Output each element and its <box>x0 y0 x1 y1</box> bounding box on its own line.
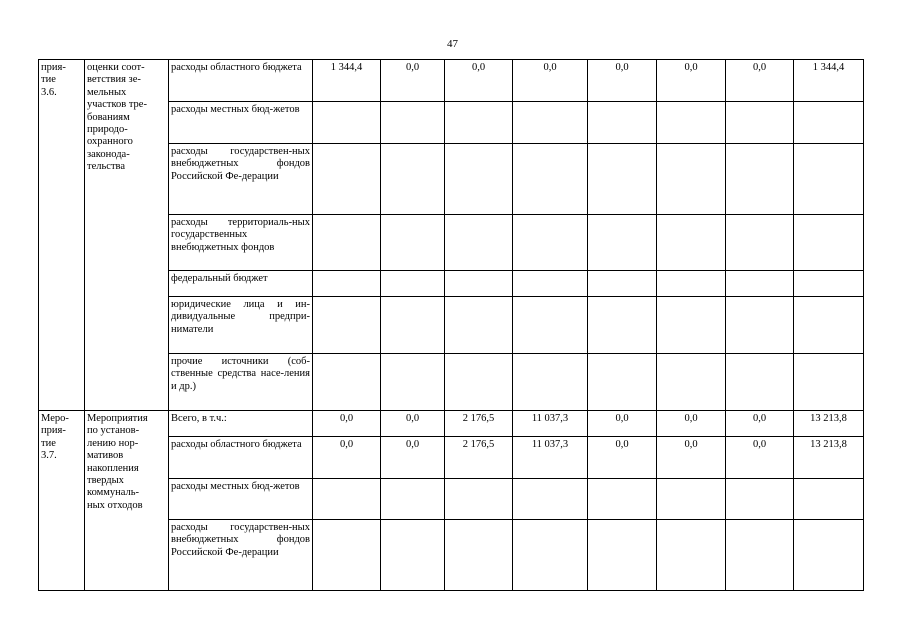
measure-code-cell: Меро- прия- тие 3.7. <box>39 411 85 591</box>
value-cell: 0,0 <box>381 411 445 437</box>
value-cell <box>588 144 657 215</box>
value-cell <box>445 520 513 591</box>
value-cell <box>513 144 588 215</box>
value-cell <box>588 354 657 411</box>
value-cell <box>313 354 381 411</box>
value-cell <box>726 479 794 520</box>
value-cell: 11 037,3 <box>513 411 588 437</box>
value-cell <box>657 354 726 411</box>
funding-source-cell: расходы местных бюд-​жетов <box>169 102 313 144</box>
value-cell: 0,0 <box>313 411 381 437</box>
value-cell <box>313 144 381 215</box>
value-cell: 2 176,5 <box>445 437 513 479</box>
value-cell: 0,0 <box>726 60 794 102</box>
funding-source-cell: расходы областного бюджета <box>169 437 313 479</box>
value-cell <box>313 102 381 144</box>
value-cell <box>726 520 794 591</box>
value-cell <box>657 271 726 297</box>
value-cell: 1 344,4 <box>794 60 864 102</box>
value-cell: 13 213,8 <box>794 411 864 437</box>
value-cell <box>445 144 513 215</box>
value-cell <box>513 479 588 520</box>
value-cell <box>588 102 657 144</box>
value-cell <box>794 479 864 520</box>
value-cell <box>445 102 513 144</box>
value-cell <box>588 520 657 591</box>
value-cell: 0,0 <box>588 411 657 437</box>
value-cell <box>588 271 657 297</box>
value-cell <box>313 479 381 520</box>
value-cell <box>657 297 726 354</box>
value-cell <box>726 215 794 271</box>
budget-table <box>38 59 864 591</box>
value-cell: 0,0 <box>726 411 794 437</box>
funding-source-cell: расходы местных бюд-​жетов <box>169 479 313 520</box>
value-cell <box>381 297 445 354</box>
value-cell: 2 176,5 <box>445 411 513 437</box>
funding-source-cell: юридические лица и ин-​дивидуальные предпри-​ниматели <box>169 297 313 354</box>
value-cell <box>381 479 445 520</box>
value-cell <box>313 271 381 297</box>
value-cell <box>381 271 445 297</box>
value-cell: 0,0 <box>445 60 513 102</box>
value-cell <box>381 144 445 215</box>
value-cell <box>794 102 864 144</box>
value-cell <box>313 297 381 354</box>
value-cell <box>313 215 381 271</box>
value-cell <box>588 215 657 271</box>
value-cell <box>657 144 726 215</box>
value-cell <box>445 215 513 271</box>
budget-table-body <box>39 60 864 591</box>
value-cell <box>726 297 794 354</box>
value-cell <box>794 354 864 411</box>
value-cell: 13 213,8 <box>794 437 864 479</box>
value-cell <box>381 215 445 271</box>
measure-code-cell: прия- тие 3.6. <box>39 60 85 411</box>
funding-source-cell: расходы государствен-​ных внебюджетных фондов Российской Фе-​дерации <box>169 520 313 591</box>
funding-source-cell: федеральный бюджет <box>169 271 313 297</box>
value-cell <box>726 271 794 297</box>
value-cell <box>794 144 864 215</box>
value-cell: 0,0 <box>657 60 726 102</box>
value-cell <box>513 271 588 297</box>
value-cell <box>445 479 513 520</box>
value-cell <box>445 354 513 411</box>
value-cell: 0,0 <box>657 411 726 437</box>
value-cell: 0,0 <box>588 60 657 102</box>
value-cell <box>794 215 864 271</box>
funding-source-cell: прочие источники (соб-​ственные средства насе-​ления и др.) <box>169 354 313 411</box>
funding-source-cell: расходы областного бюджета <box>169 60 313 102</box>
value-cell <box>313 520 381 591</box>
value-cell <box>657 479 726 520</box>
value-cell <box>381 520 445 591</box>
value-cell <box>381 102 445 144</box>
value-cell <box>794 271 864 297</box>
value-cell <box>513 297 588 354</box>
value-cell <box>726 102 794 144</box>
value-cell <box>726 354 794 411</box>
value-cell: 0,0 <box>513 60 588 102</box>
value-cell <box>794 520 864 591</box>
value-cell <box>381 354 445 411</box>
measure-title-cell: Мероприятия по установ- лению нор- мативов накопления твердых коммуналь- ных отходов <box>85 411 169 591</box>
value-cell <box>513 354 588 411</box>
value-cell <box>657 102 726 144</box>
funding-source-cell: Всего, в т.ч.: <box>169 411 313 437</box>
value-cell <box>657 215 726 271</box>
value-cell <box>445 297 513 354</box>
value-cell: 0,0 <box>381 437 445 479</box>
value-cell: 0,0 <box>657 437 726 479</box>
value-cell <box>513 215 588 271</box>
value-cell <box>588 479 657 520</box>
funding-source-cell: расходы государствен-​ных внебюджетных фондов Российской Фе-​дерации <box>169 144 313 215</box>
value-cell: 0,0 <box>726 437 794 479</box>
value-cell <box>588 297 657 354</box>
value-cell <box>794 297 864 354</box>
value-cell: 0,0 <box>313 437 381 479</box>
page-number: 47 <box>447 38 458 50</box>
value-cell <box>445 271 513 297</box>
value-cell <box>513 520 588 591</box>
measure-title-cell: оценки соот- ветствия зе- мельных участков тре- бованиям природо- охранного законода- тельства <box>85 60 169 411</box>
value-cell: 11 037,3 <box>513 437 588 479</box>
table-row <box>39 60 864 102</box>
table-row <box>39 411 864 437</box>
value-cell <box>657 520 726 591</box>
funding-source-cell: расходы территориаль-​ных государственных внебюджетных фондов <box>169 215 313 271</box>
value-cell: 0,0 <box>588 437 657 479</box>
value-cell: 0,0 <box>381 60 445 102</box>
value-cell <box>513 102 588 144</box>
value-cell: 1 344,4 <box>313 60 381 102</box>
value-cell <box>726 144 794 215</box>
